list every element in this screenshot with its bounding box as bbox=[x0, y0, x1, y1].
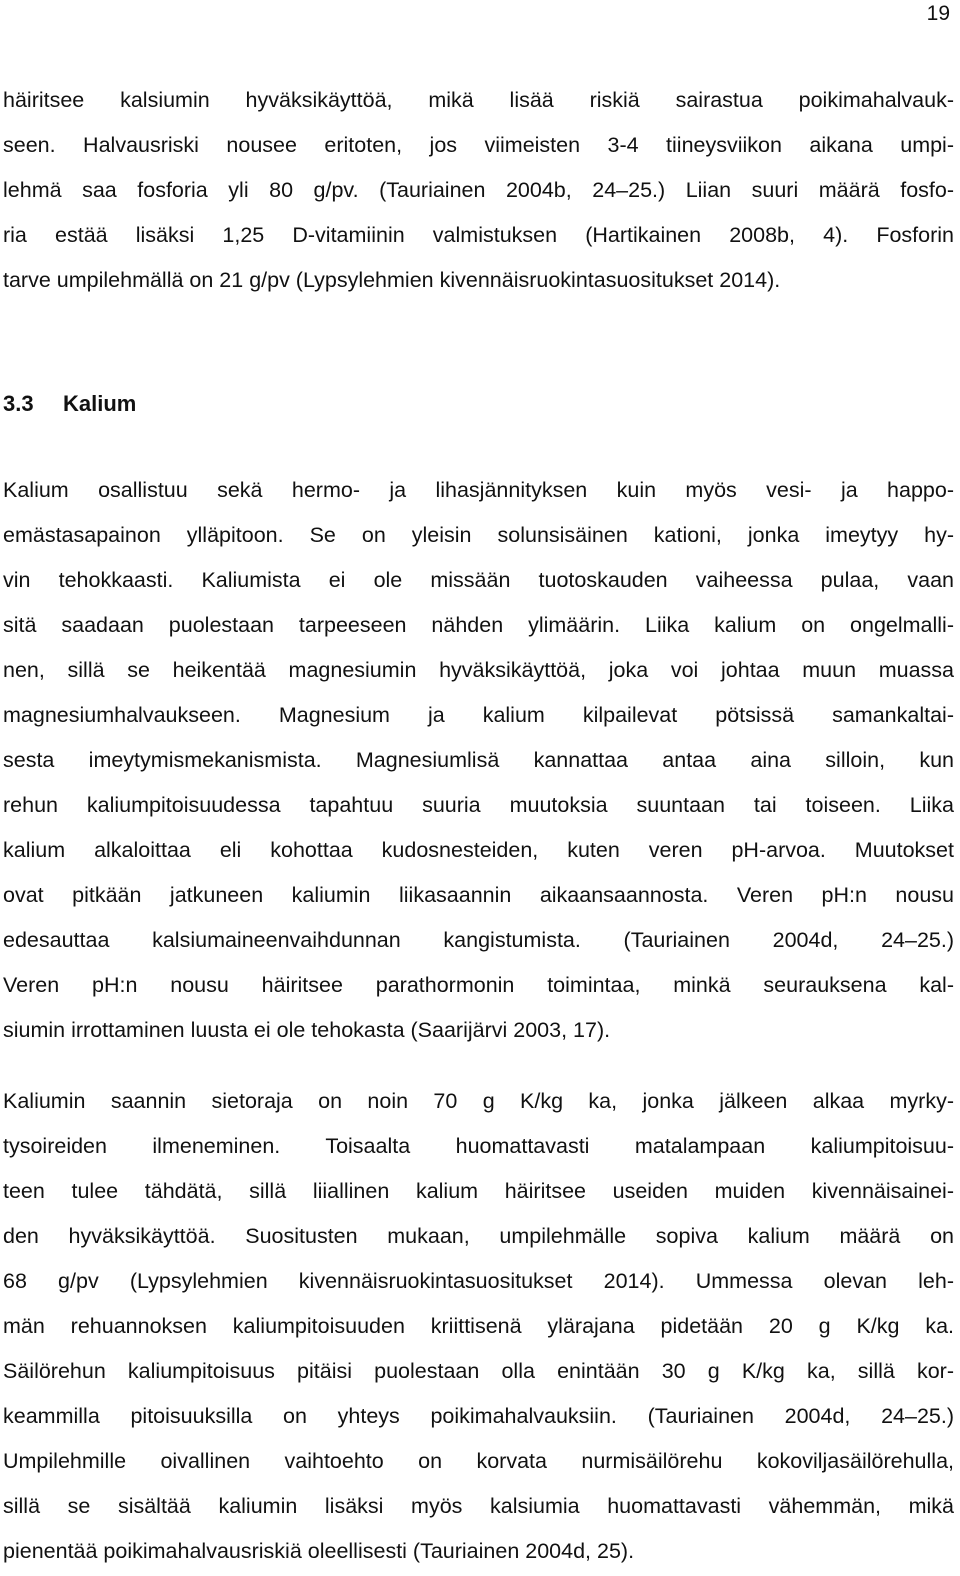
text-line: pienentää poikimahalvausriskiä oleellisesti (Tauriainen 2004d, 25). bbox=[3, 1539, 635, 1563]
text-line: Säilörehun kaliumpitoisuus pitäisi puolestaan olla enintään 30 g K/kg ka, sillä kor- bbox=[3, 1359, 954, 1383]
page-number: 19 bbox=[926, 2, 950, 25]
text-line: ria estää lisäksi 1,25 D-vitamiinin valmistuksen (Hartikainen 2008b, 4). Fosforin bbox=[3, 223, 954, 247]
text-line: vin tehokkaasti. Kaliumista ei ole missään tuotoskauden vaiheessa pulaa, vaan bbox=[3, 568, 954, 592]
text-line: magnesiumhalvaukseen. Magnesium ja kalium kilpailevat pötsissä samankaltai- bbox=[3, 703, 954, 727]
text-line: sitä saadaan puolestaan tarpeeseen nähden ylimäärin. Liika kalium on ongelmalli- bbox=[3, 613, 954, 637]
text-line: sesta imeytymismekanismista. Magnesiumlisä kannattaa antaa aina silloin, kun bbox=[3, 748, 954, 772]
section-title: Kalium bbox=[63, 391, 137, 416]
text-line: den hyväksikäyttöä. Suositusten mukaan, umpilehmälle sopiva kalium määrä on bbox=[3, 1224, 954, 1248]
text-line: Kalium osallistuu sekä hermo- ja lihasjännityksen kuin myös vesi- ja happo- bbox=[3, 478, 954, 502]
text-line: nen, sillä se heikentää magnesiumin hyväksikäyttöä, joka voi johtaa muun muassa bbox=[3, 658, 954, 682]
text-line: edesauttaa kalsiumaineenvaihdunnan kangistumista. (Tauriainen 2004d, 24–25.) bbox=[3, 928, 954, 952]
text-line: siumin irrottaminen luusta ei ole tehokasta (Saarijärvi 2003, 17). bbox=[3, 1018, 611, 1042]
text-line: kalium alkaloittaa eli kohottaa kudosnesteiden, kuten veren pH-arvoa. Muutokset bbox=[3, 838, 954, 862]
text-line: rehun kaliumpitoisuudessa tapahtuu suuria muutoksia suuntaan tai toiseen. Liika bbox=[3, 793, 954, 817]
text-line: män rehuannoksen kaliumpitoisuuden kriittisenä ylärajana pidetään 20 g K/kg ka. bbox=[3, 1314, 954, 1338]
text-line: lehmä saa fosforia yli 80 g/pv. (Tauriainen 2004b, 24–25.) Liian suuri määrä fosfo- bbox=[3, 178, 954, 202]
text-line: emästasapainon ylläpitoon. Se on yleisin solunsisäinen kationi, jonka imeytyy hy- bbox=[3, 523, 954, 547]
text-line: tysoireiden ilmeneminen. Toisaalta huomattavasti matalampaan kaliumpitoisuu- bbox=[3, 1134, 954, 1158]
text-line: Kaliumin saannin sietoraja on noin 70 g K/kg ka, jonka jälkeen alkaa myrky- bbox=[3, 1089, 954, 1113]
text-line: 68 g/pv (Lypsylehmien kivennäisruokintasuositukset 2014). Ummessa olevan leh- bbox=[3, 1269, 954, 1293]
section-heading bbox=[3, 390, 136, 418]
text-line: teen tulee tähdätä, sillä liiallinen kalium häiritsee useiden muiden kivennäisainei- bbox=[3, 1179, 954, 1203]
text-line: Veren pH:n nousu häiritsee parathormonin toimintaa, minkä seurauksena kal- bbox=[3, 973, 954, 997]
section-number: 3.3 bbox=[3, 391, 34, 416]
text-line: ovat pitkään jatkuneen kaliumin liikasaannin aikaansaannosta. Veren pH:n nousu bbox=[3, 883, 954, 907]
text-line: Umpilehmille oivallinen vaihtoehto on korvata nurmisäilörehu kokoviljasäilörehulla, bbox=[3, 1449, 954, 1473]
text-line: seen. Halvausriski nousee eritoten, jos viimeisten 3-4 tiineysviikon aikana umpi- bbox=[3, 133, 954, 157]
text-line: keammilla pitoisuuksilla on yhteys poikimahalvauksiin. (Tauriainen 2004d, 24–25.) bbox=[3, 1404, 954, 1428]
text-line: tarve umpilehmällä on 21 g/pv (Lypsylehmien kivennäisruokintasuositukset 2014). bbox=[3, 268, 781, 292]
text-line: sillä se sisältää kaliumin lisäksi myös kalsiumia huomattavasti vähemmän, mikä bbox=[3, 1494, 954, 1518]
text-line: häiritsee kalsiumin hyväksikäyttöä, mikä lisää riskiä sairastua poikimahalvauk- bbox=[3, 88, 954, 112]
